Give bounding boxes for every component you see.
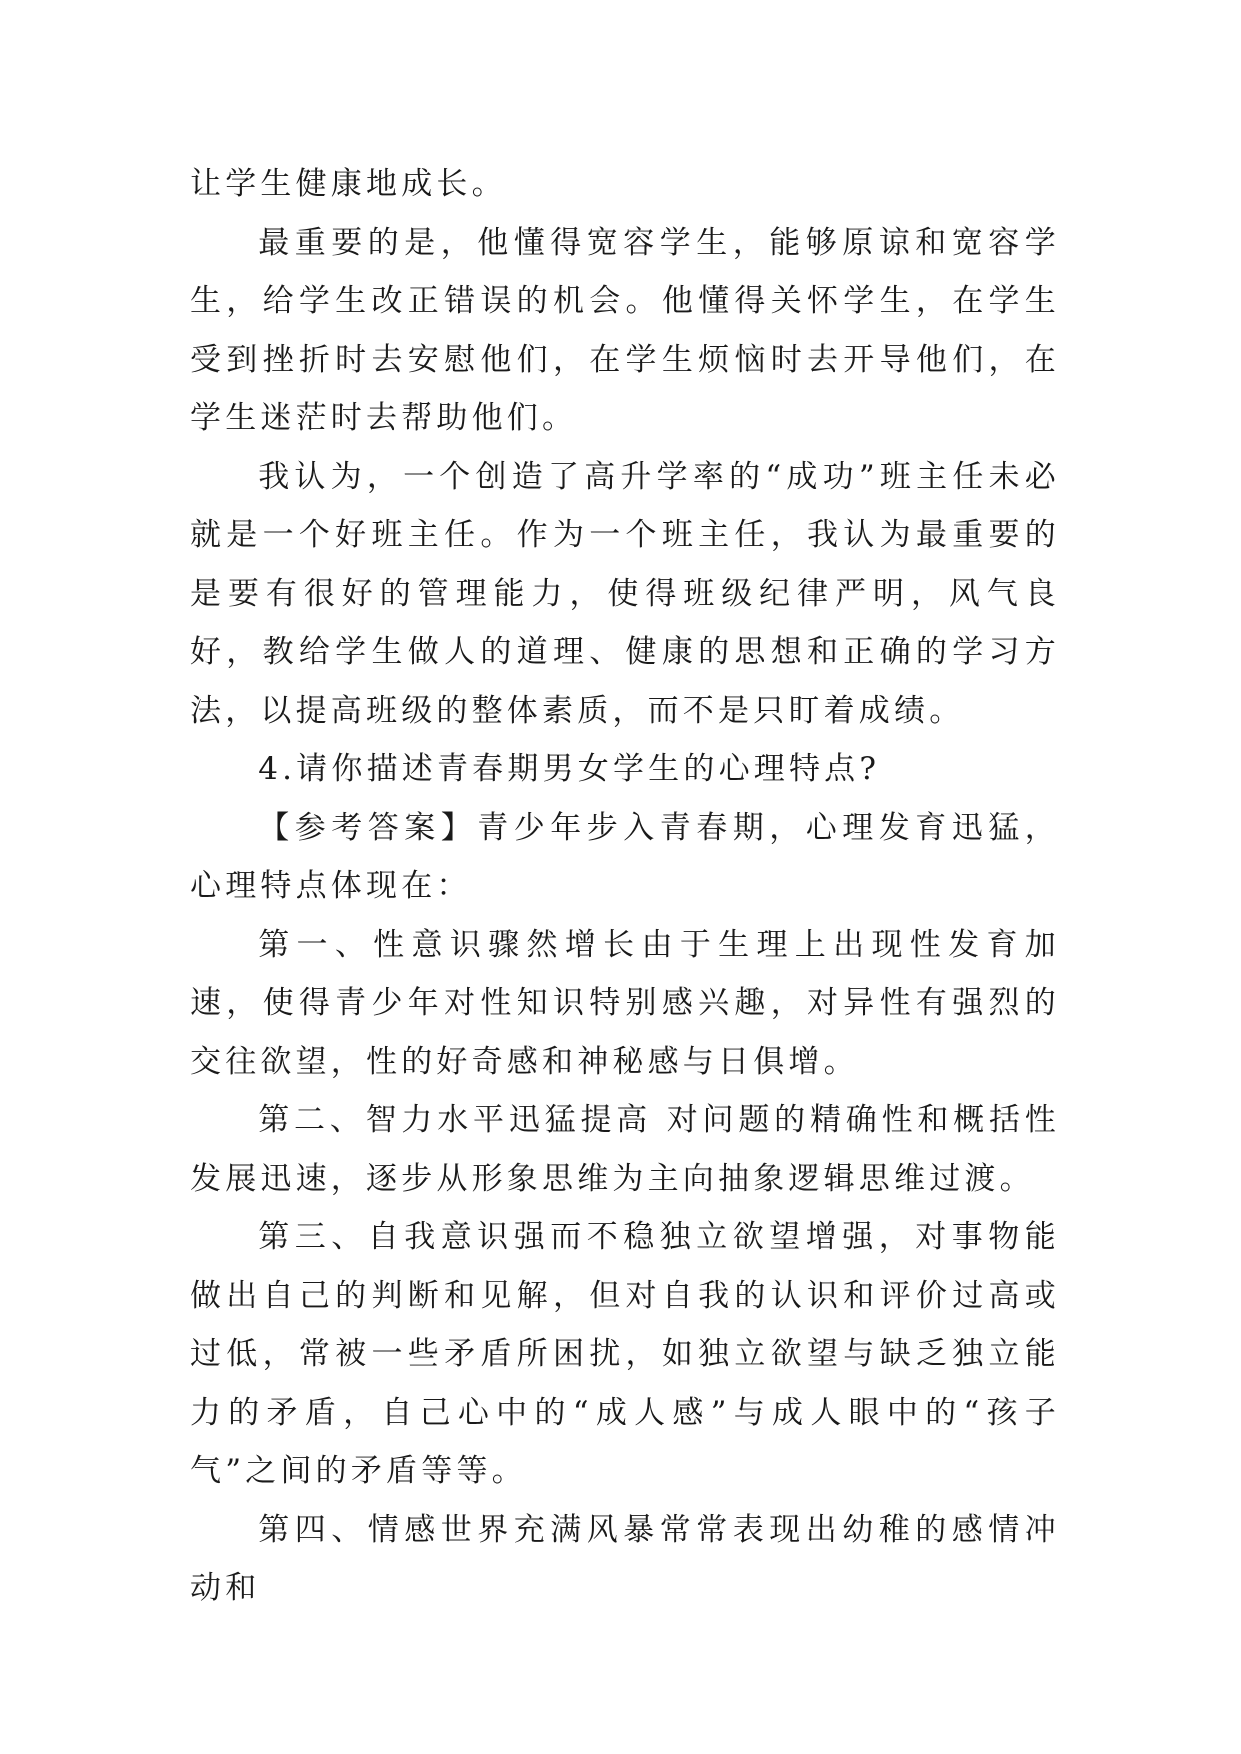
paragraph: 我认为，一个创造了高升学率的“成功”班主任未必就是一个好班主任。作为一个班主任，我认为最重要的是要有很好的管理能力，使得班级纪律严明，风气良好，教给学生做人的道理、健康的思想和正确的学习方法，以提高班级的整体素质，而不是只盯着成绩。: [190, 458, 1060, 729]
paragraph: 第二、智力水平迅猛提高 对问题的精确性和概括性发展迅速，逐步从形象思维为主向抽象逻辑思维过渡。: [190, 1102, 1060, 1197]
paragraph: 第三、自我意识强而不稳独立欲望增强，对事物能做出自己的判断和见解，但对自我的认识和评价过高或过低，常被一些矛盾所困扰，如独立欲望与缺乏独立能力的矛盾，自己心中的“成人感”与成人眼中的“孩子气”之间的矛盾等等。: [190, 1219, 1060, 1489]
document-body: [190, 155, 1060, 1618]
paragraph: 最重要的是，他懂得宽容学生，能够原谅和宽容学生，给学生改正错误的机会。他懂得关怀学生，在学生受到挫折时去安慰他们，在学生烦恼时去开导他们，在学生迷茫时去帮助他们。: [190, 224, 1060, 436]
paragraph: 第一、性意识骤然增长由于生理上出现性发育加速，使得青少年对性知识特别感兴趣，对异性有强烈的交往欲望，性的好奇感和神秘感与日俱增。: [190, 926, 1060, 1080]
question-heading: 4.请你描述青春期男女学生的心理特点?: [258, 751, 881, 787]
paragraph: 第四、情感世界充满风暴常常表现出幼稚的感情冲动和: [190, 1511, 1060, 1606]
reference-answer-intro: 【参考答案】青少年步入青春期，心理发育迅猛，心理特点体现在：: [190, 809, 1060, 904]
paragraph: 让学生健康地成长。: [190, 166, 507, 202]
